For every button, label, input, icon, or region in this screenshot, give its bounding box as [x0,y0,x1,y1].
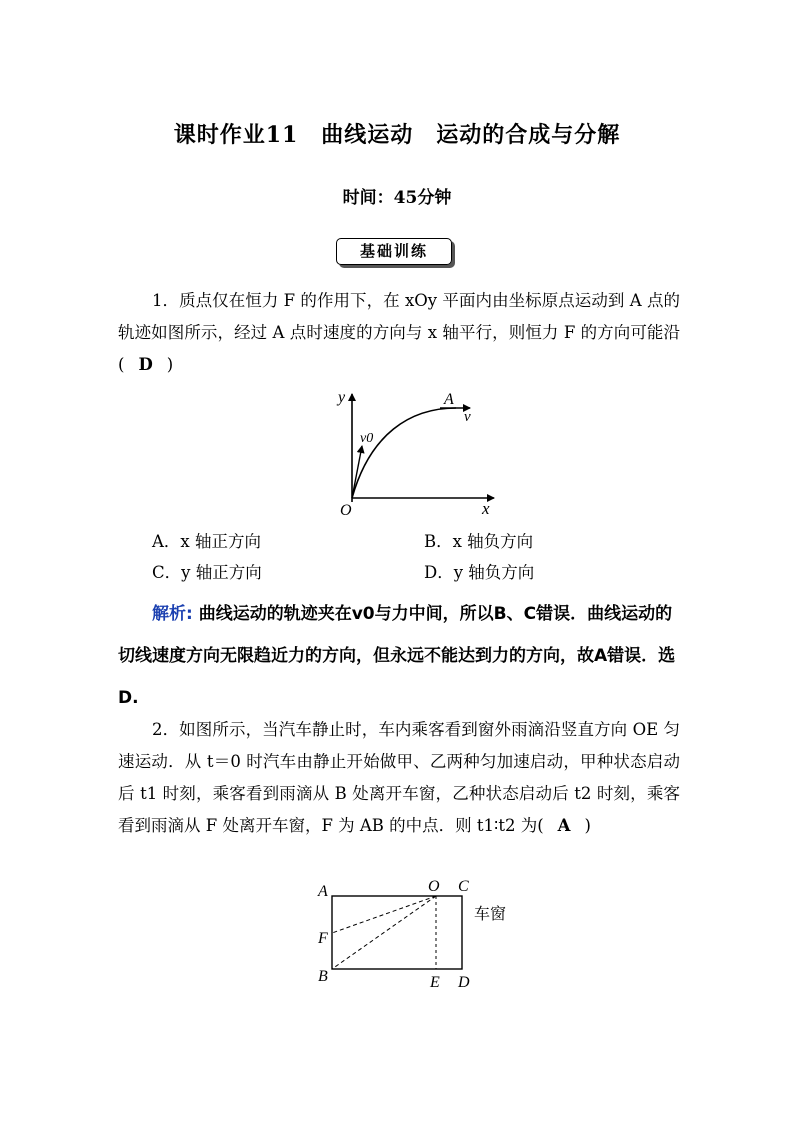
figure-car-window [312,876,522,994]
question-2-text: 2．如图所示，当汽车静止时，车内乘客看到窗外雨滴沿竖直方向 OE 匀速运动．从 t＝0 时汽车由静止开始做甲、乙两种匀加速启动，甲种状态启动后 t1 时刻，乘客看到雨滴从 B 处离开车窗，乙种状态启动后 t2 时刻，乘客看到雨滴从 F 处离开车窗，F 为 AB 的中点．则 t1∶t2 为( [118,720,680,835]
time-limit: 时间：45分钟 [342,188,452,208]
label-C: C [458,878,469,895]
question-2 [118,714,680,842]
analysis-text: 曲线运动的轨迹夹在v0与力中间，所以B、C错误．曲线运动的切线速度方向无限趋近力的方向，但永远不能达到力的方向，故A错误．选D. [118,604,676,708]
question-1-text: 1．质点仅在恒力 F 的作用下，在 xOy 平面内由坐标原点运动到 A 点的轨迹如图所示，经过 A 点时速度的方向与 x 轴平行，则恒力 F 的方向可能沿( [118,291,680,374]
label-v: v [464,409,471,425]
label-F: F [318,930,328,947]
velocity-v0-arrow [352,446,362,498]
section-badge: 基础训练 [336,238,452,265]
label-E: E [430,974,440,991]
label-O: O [428,878,440,895]
label-a: A [444,391,454,408]
window-frame [332,896,462,969]
label-D: D [458,974,470,991]
label-B: B [318,968,328,985]
label-v0: v0 [360,431,374,446]
question-1-close: ) [166,355,174,374]
question-1 [118,285,680,381]
line-of [332,896,436,933]
label-x: x [482,499,490,518]
option-d: D．y 轴负方向 [424,563,535,582]
question-2-close: ) [584,816,591,835]
analysis-tag: 解析: [152,604,193,624]
label-window: 车窗 [474,904,507,923]
figure-trajectory [330,384,510,519]
option-a: A．x 轴正方向 [152,532,261,551]
option-b: B．x 轴负方向 [424,532,534,551]
question-1-answer: D [138,355,153,374]
line-ob [332,896,436,969]
trajectory-curve [352,408,456,498]
option-c: C．y 轴正方向 [152,563,262,582]
analysis-1 [118,593,680,719]
label-A: A [318,883,328,900]
label-y: y [338,389,346,406]
question-2-answer: A [557,816,571,835]
page-title: 课时作业11 曲线运动 运动的合成与分解 [173,122,621,148]
label-origin: O [340,502,352,519]
